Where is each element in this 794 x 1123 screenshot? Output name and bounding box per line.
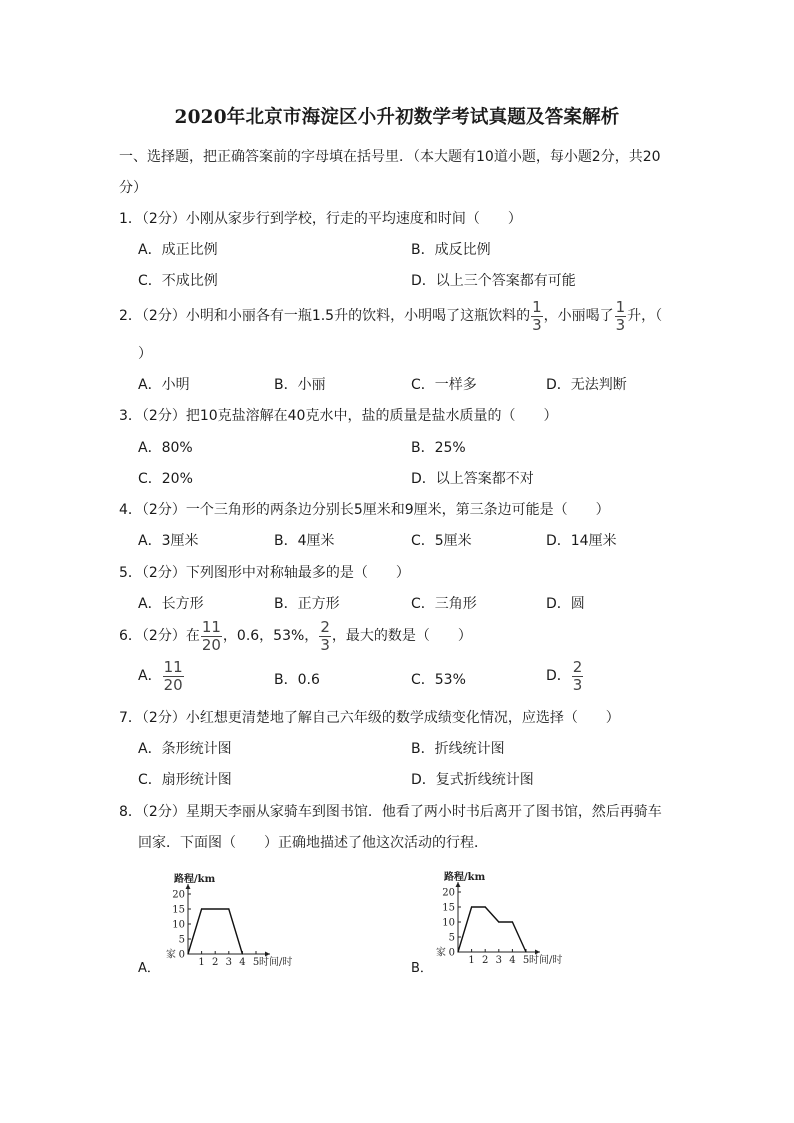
q6-option-d-label: D． <box>546 668 571 684</box>
chart-b-x-tick-label: 3 <box>495 955 502 966</box>
q2-stem-part3: 升，（ <box>627 308 663 324</box>
section-instruction-cont: 分） <box>119 180 147 196</box>
chart-a-x-axis-label: 时间/时 <box>259 957 293 968</box>
q5-option-d[interactable]: D．圆 <box>546 596 585 612</box>
q6-stem-part2: ，0.6，53%， <box>222 628 319 644</box>
question-1-stem: 1．（2分）小刚从家步行到学校，行走的平均速度和时间（ ） <box>119 211 522 227</box>
chart-a-data-point <box>242 953 243 954</box>
q6-option-d[interactable] <box>546 656 584 696</box>
question-2-stem <box>119 296 662 336</box>
chart-b-x-axis-label: 时间/时 <box>529 955 563 966</box>
question-6-stem <box>119 616 472 656</box>
q2-stem-part2: ，小丽喝了 <box>543 308 614 324</box>
q8-option-a[interactable]: A． <box>138 961 160 976</box>
q8-chart-a[interactable] <box>150 868 300 972</box>
chart-a-data-point <box>228 908 229 909</box>
chart-a-origin-zero: 0 <box>178 949 185 961</box>
q4-option-c[interactable]: C．5厘米 <box>411 533 472 549</box>
q3-option-d[interactable]: D．以上答案都不对 <box>411 471 534 487</box>
q5-option-c[interactable]: C．三角形 <box>411 596 477 612</box>
chart-b-y-tick-label: 15 <box>442 902 455 914</box>
q5-option-a[interactable]: A．长方形 <box>138 596 204 612</box>
q6-fraca-denominator: 20 <box>201 635 221 654</box>
q7-option-c[interactable]: C．扇形统计图 <box>138 772 232 788</box>
chart-a-data-point <box>201 908 202 909</box>
chart-b-x-tick-label: 2 <box>482 955 489 966</box>
chart-a-y-tick-label: 20 <box>172 889 185 901</box>
q6-option-a-fraction <box>163 657 184 694</box>
chart-a-x-tick-label: 2 <box>212 957 219 968</box>
chart-a-x-tick-label: 1 <box>198 957 205 968</box>
q2-option-c[interactable]: C．一样多 <box>411 377 477 393</box>
q1-option-b[interactable]: B．成反比例 <box>411 242 491 258</box>
chart-b-x-tick-label: 1 <box>468 955 475 966</box>
q6-option-a-label: A． <box>138 668 162 684</box>
chart-b-series-line <box>458 907 526 952</box>
q1-option-d[interactable]: D．以上三个答案都有可能 <box>411 273 576 289</box>
chart-b-x-tick-label: 4 <box>509 955 516 966</box>
q4-option-b[interactable]: B．4厘米 <box>274 533 335 549</box>
q3-option-a[interactable]: A．80% <box>138 440 193 456</box>
q8-option-b[interactable]: B． <box>411 961 433 976</box>
q6-option-a-denominator: 20 <box>163 675 183 694</box>
q6-option-d-denominator: 3 <box>572 675 583 694</box>
chart-a-y-tick-label: 15 <box>172 904 185 916</box>
chart-a-data-point <box>187 953 188 954</box>
q6-option-c[interactable]: C．53% <box>411 672 466 688</box>
q7-option-a[interactable]: A．条形统计图 <box>138 741 232 757</box>
chart-a-y-tick-label: 5 <box>178 934 185 946</box>
q6-option-d-fraction <box>572 657 584 694</box>
question-4-stem: 4．（2分）一个三角形的两条边分别长5厘米和9厘米，第三条边可能是（ ） <box>119 502 610 518</box>
q6-option-a-numerator: 11 <box>163 657 183 676</box>
q6-fracb-numerator: 2 <box>320 617 330 636</box>
question-8-stem-cont: 回家．下面图（ ）正确地描述了他这次活动的行程． <box>138 835 488 851</box>
q3-option-c[interactable]: C．20% <box>138 471 193 487</box>
chart-b-y-tick-label: 5 <box>448 932 455 944</box>
q6-stem-part1: 6．（2分）在 <box>119 628 200 644</box>
chart-a-origin-label: 家 <box>166 949 176 961</box>
q3-option-b[interactable]: B．25% <box>411 440 466 456</box>
q2-fraction-1 <box>531 297 543 334</box>
q5-option-b[interactable]: B．正方形 <box>274 596 340 612</box>
q6-stem-part3: ，最大的数是（ ） <box>331 628 472 644</box>
q7-option-d[interactable]: D．复式折线统计图 <box>411 772 534 788</box>
section-instruction: 一、选择题，把正确答案前的字母填在括号里．（本大题有10道小题，每小题2分，共20 <box>119 149 661 165</box>
chart-b-origin-label: 家 <box>436 947 446 959</box>
chart-b-data-point <box>498 921 499 922</box>
chart-b-data-point <box>485 906 486 907</box>
q2-option-a[interactable]: A．小明 <box>138 377 190 393</box>
q6-fraction-a <box>201 617 222 654</box>
q1-option-c[interactable]: C．不成比例 <box>138 273 218 289</box>
chart-a-series-line <box>188 909 242 954</box>
chart-b-y-axis-label: 路程/km <box>444 872 486 883</box>
chart-a-x-tick-label: 5 <box>252 957 260 968</box>
q6-fracb-denominator: 3 <box>320 635 330 654</box>
chart-a-x-arrow <box>265 952 270 957</box>
chart-a-y-axis-label: 路程/km <box>174 874 216 885</box>
question-3-stem: 3．（2分）把10克盐溶解在40克水中，盐的质量是盐水质量的（ ） <box>119 408 558 424</box>
chart-a-x-tick-label: 4 <box>239 957 246 968</box>
q2-frac1-denominator: 3 <box>532 315 542 334</box>
q6-option-b[interactable]: B．0.6 <box>274 672 320 688</box>
q2-frac1-numerator: 1 <box>532 297 542 316</box>
page-title: 2020年北京市海淀区小升初数学考试真题及答案解析 <box>174 107 620 128</box>
q4-option-d[interactable]: D．14厘米 <box>546 533 617 549</box>
q2-option-d[interactable]: D．无法判断 <box>546 377 627 393</box>
chart-b-data-point <box>512 921 513 922</box>
q6-option-a[interactable] <box>138 656 185 696</box>
q7-option-b[interactable]: B．折线统计图 <box>411 741 505 757</box>
chart-b-data-point <box>525 951 526 952</box>
chart-b-y-tick-label: 20 <box>442 887 455 899</box>
q6-option-d-numerator: 2 <box>572 657 583 676</box>
q2-frac2-numerator: 1 <box>615 297 626 316</box>
question-8-stem: 8．（2分）星期天李丽从家骑车到图书馆．他看了两小时书后离开了图书馆，然后再骑车 <box>119 804 662 820</box>
q2-frac2-denominator: 3 <box>615 315 626 334</box>
chart-b-x-arrow <box>535 950 540 955</box>
chart-b-data-point <box>471 906 472 907</box>
chart-a-x-tick-label: 3 <box>225 957 232 968</box>
question-2-stem-cont: ） <box>138 346 152 362</box>
q1-option-a[interactable]: A．成正比例 <box>138 242 218 258</box>
q6-fraction-b <box>319 617 331 654</box>
chart-b-y-tick-label: 10 <box>442 917 455 929</box>
q2-stem-part1: 2．（2分）小明和小丽各有一瓶1.5升的饮料，小明喝了这瓶饮料的 <box>119 308 531 324</box>
chart-b-origin-zero: 0 <box>448 947 455 959</box>
q4-option-a[interactable]: A．3厘米 <box>138 533 199 549</box>
chart-b-data-point <box>457 951 458 952</box>
question-7-stem: 7．（2分）小红想更清楚地了解自己六年级的数学成绩变化情况，应选择（ ） <box>119 710 620 726</box>
chart-a-y-tick-label: 10 <box>172 919 185 931</box>
question-5-stem: 5．（2分）下列图形中对称轴最多的是（ ） <box>119 565 410 581</box>
q8-chart-b[interactable] <box>420 866 570 970</box>
q6-fraca-numerator: 11 <box>201 617 221 636</box>
q2-fraction-2 <box>615 297 627 334</box>
chart-b-x-tick-label: 5 <box>522 955 530 966</box>
q2-option-b[interactable]: B．小丽 <box>274 377 326 393</box>
